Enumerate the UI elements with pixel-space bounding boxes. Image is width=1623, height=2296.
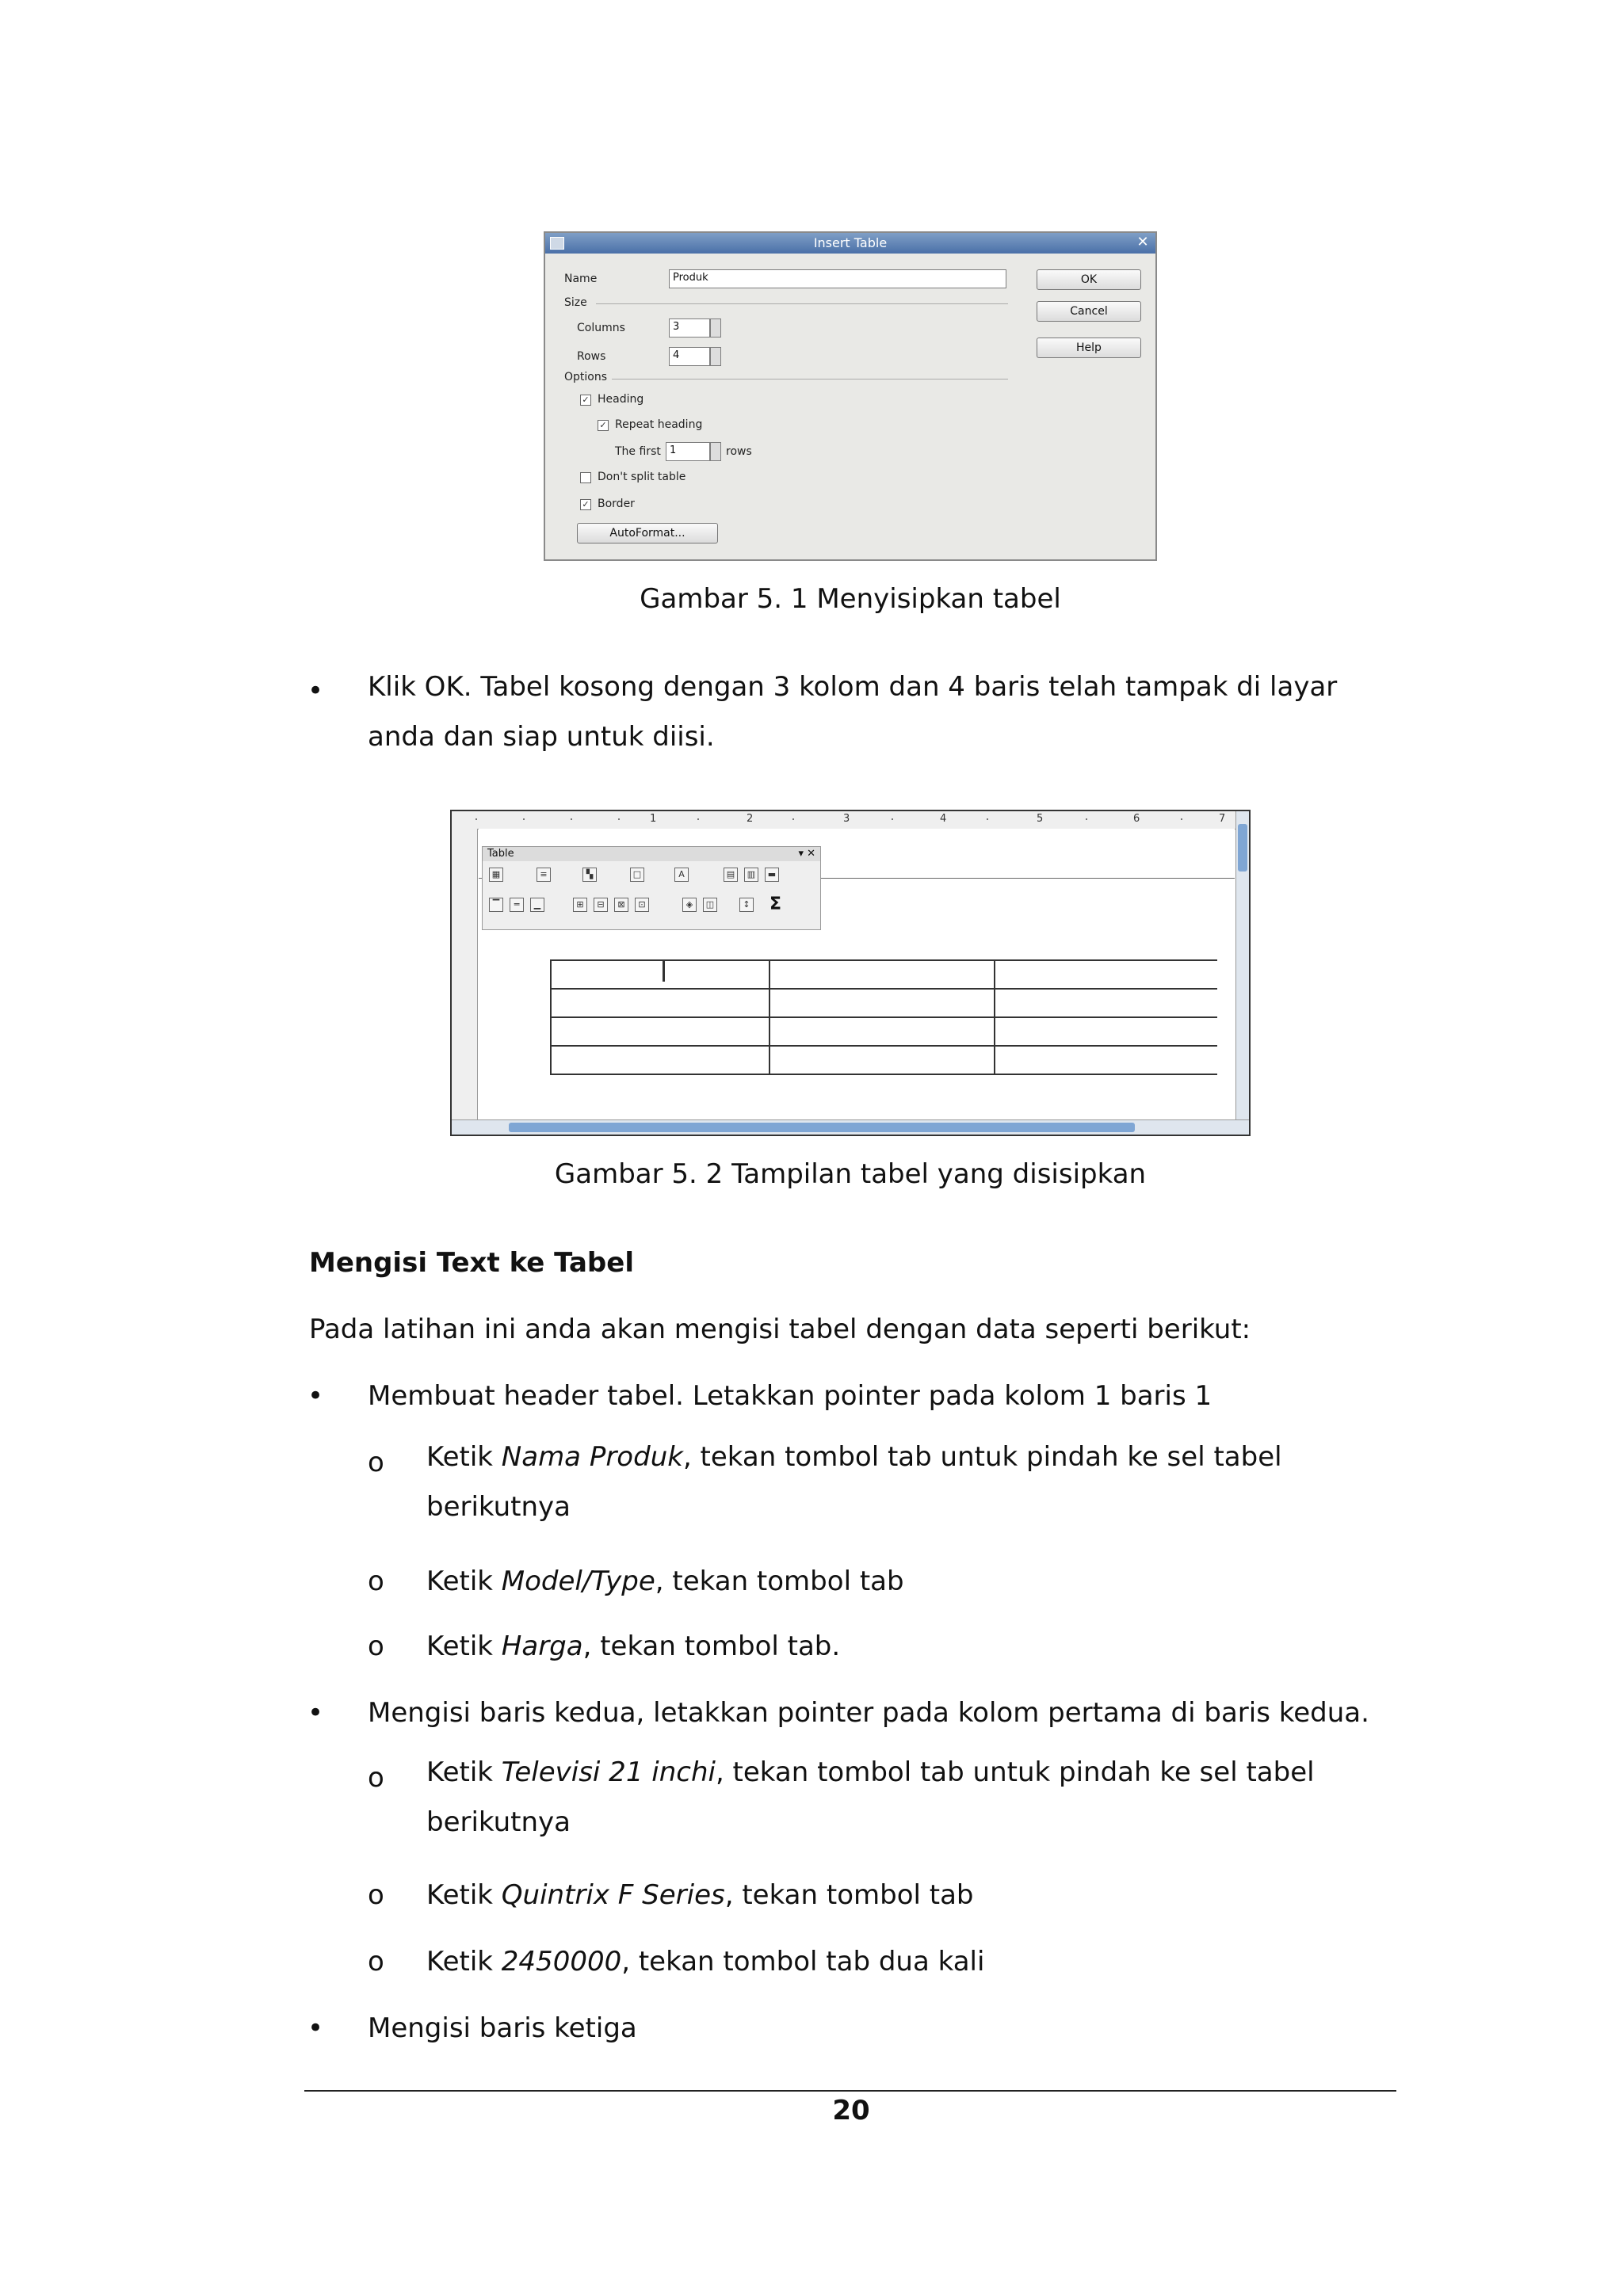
- ruler-tick: [987, 818, 988, 820]
- step-header-text: Membuat header tabel. Letakkan pointer pada kolom 1 baris 1: [368, 1380, 1212, 1412]
- repeat-heading-label: Repeat heading: [615, 418, 703, 431]
- table-row: [551, 989, 1217, 1017]
- table-cell[interactable]: [995, 989, 1217, 1017]
- bullet-2-marker: •: [307, 1380, 324, 1412]
- align-bottom-icon[interactable]: ▁: [530, 898, 544, 912]
- table-row: [551, 1017, 1217, 1046]
- ruler-tick: [792, 818, 794, 820]
- sub-bullet-marker: o: [368, 1566, 384, 1597]
- sub-bullet-marker: o: [368, 1630, 384, 1662]
- figure-caption-2: Gambar 5. 2 Tampilan tabel yang disisipkan: [554, 1158, 1147, 1190]
- ruler-tick: [1181, 818, 1182, 820]
- bullet-1-line-1: Klik OK. Tabel kosong dengan 3 kolom dan 4 baris telah tampak di layar: [368, 671, 1338, 703]
- table-cell[interactable]: [769, 989, 995, 1017]
- line-style-icon[interactable]: ≡: [537, 868, 551, 882]
- align-center-icon[interactable]: ═: [510, 898, 524, 912]
- the-first-label: The first: [615, 445, 661, 458]
- sub-text: Ketik: [426, 1879, 502, 1911]
- ruler-number: 3: [843, 813, 850, 825]
- footer-rule: [304, 2090, 1396, 2092]
- window-icon: [550, 237, 564, 250]
- step-row2-sub-2: [426, 1879, 974, 1911]
- ruler-tick: [697, 818, 699, 820]
- line-color-icon[interactable]: ▚: [582, 868, 597, 882]
- split-cells-icon[interactable]: ▥: [744, 868, 758, 882]
- help-button[interactable]: Help: [1037, 338, 1141, 358]
- section-heading: Mengisi Text ke Tabel: [309, 1247, 634, 1279]
- heading-label: Heading: [598, 393, 644, 406]
- rows-unit-label: rows: [726, 445, 752, 458]
- insert-table-dialog: [544, 231, 1157, 561]
- rows-field[interactable]: 4: [669, 347, 710, 366]
- ruler-tick: [1086, 818, 1087, 820]
- align-top-icon[interactable]: ▔: [489, 898, 503, 912]
- ruler-number: 1: [650, 813, 657, 825]
- table-cell[interactable]: [551, 960, 769, 989]
- toolbar-close-icon[interactable]: ▾ ✕: [798, 848, 815, 860]
- table-properties-icon[interactable]: ◫: [703, 898, 717, 912]
- sub-text: , tekan tombol tab: [724, 1879, 974, 1911]
- table-row: [551, 960, 1217, 989]
- step-header-sub-1: [426, 1432, 1392, 1532]
- sub-text-line-2: berikutnya: [426, 1806, 571, 1838]
- step-row2-sub-3: [426, 1946, 984, 1978]
- columns-spin-button[interactable]: [710, 318, 721, 338]
- horizontal-scroll-thumb[interactable]: [509, 1123, 1135, 1132]
- ruler-number: 5: [1037, 813, 1044, 825]
- sum-icon[interactable]: Σ: [769, 894, 782, 914]
- delete-row-icon[interactable]: ⊠: [614, 898, 628, 912]
- bullet-4-marker: •: [307, 2012, 324, 2044]
- inserted-table[interactable]: [550, 959, 1217, 1075]
- text-cursor: [663, 961, 665, 982]
- sub-text: Ketik: [426, 1946, 502, 1978]
- sub-bullet-marker: o: [368, 1946, 384, 1978]
- table-cell[interactable]: [769, 960, 995, 989]
- sub-text-italic: Televisi 21 inchi: [501, 1756, 716, 1788]
- bullet-3-marker: •: [307, 1697, 324, 1729]
- step-row3-text: Mengisi baris ketiga: [368, 2012, 637, 2044]
- sub-text: , tekan tombol tab.: [582, 1630, 841, 1662]
- delete-column-icon[interactable]: ⊡: [635, 898, 649, 912]
- intro-paragraph: Pada latihan ini anda akan mengisi tabel dengan data seperti berikut:: [309, 1314, 1251, 1345]
- background-color-icon[interactable]: A: [674, 868, 689, 882]
- the-first-spin-button[interactable]: [710, 442, 721, 461]
- sub-text: , tekan tombol tab untuk pindah ke sel tabel: [682, 1441, 1282, 1473]
- table-cell[interactable]: [769, 1017, 995, 1046]
- ruler-tick: [571, 818, 572, 820]
- the-first-field[interactable]: 1: [666, 442, 710, 461]
- ruler-tick: [475, 818, 477, 820]
- name-field[interactable]: Produk: [669, 269, 1006, 288]
- sub-text: Ketik: [426, 1630, 502, 1662]
- table-cell[interactable]: [769, 1046, 995, 1074]
- table-toolbar: [482, 846, 821, 930]
- dont-split-label: Don't split table: [598, 471, 686, 483]
- table-cell[interactable]: [551, 989, 769, 1017]
- ruler-number: 2: [747, 813, 754, 825]
- page-number: 20: [832, 2095, 870, 2126]
- vertical-scrollbar[interactable]: [1235, 811, 1249, 1120]
- sub-bullet-marker: o: [368, 1762, 384, 1794]
- insert-row-icon[interactable]: ⊞: [573, 898, 587, 912]
- sub-text: , tekan tombol tab dua kali: [621, 1946, 985, 1978]
- sub-text: Ketik: [426, 1566, 502, 1597]
- table-toolbar-title: [483, 847, 820, 861]
- ruler-tick: [618, 818, 620, 820]
- autoformat-button[interactable]: AutoFormat...: [577, 523, 718, 543]
- sub-text-italic: Harga: [501, 1630, 583, 1662]
- heading-checkbox[interactable]: ✓: [580, 395, 591, 406]
- borders-icon[interactable]: □: [630, 868, 644, 882]
- sub-text-italic: 2450000: [501, 1946, 622, 1978]
- step-row2-sub-1: [426, 1748, 1392, 1848]
- table-cell[interactable]: [995, 960, 1217, 989]
- bullet-1-marker: •: [307, 675, 324, 707]
- dont-split-checkbox[interactable]: [580, 472, 591, 483]
- border-label: Border: [598, 498, 635, 510]
- bullet-1-line-2: anda dan siap untuk diisi.: [368, 720, 715, 753]
- cancel-button[interactable]: Cancel: [1037, 301, 1141, 322]
- figure-caption-1: Gambar 5. 1 Menyisipkan tabel: [640, 583, 1061, 615]
- sort-icon[interactable]: ↕: [739, 898, 754, 912]
- size-separator: [596, 303, 1008, 304]
- size-section-label: Size: [564, 296, 587, 309]
- vertical-scroll-thumb[interactable]: [1238, 824, 1247, 871]
- horizontal-scrollbar[interactable]: [452, 1119, 1249, 1135]
- vertical-ruler: [452, 829, 478, 1120]
- step-header-sub-2: [426, 1566, 904, 1597]
- sub-text: , tekan tombol tab untuk pindah ke sel tabel: [715, 1756, 1315, 1788]
- table-cell[interactable]: [995, 1046, 1217, 1074]
- sub-text-italic: Nama Produk: [501, 1441, 683, 1473]
- autoformat-icon[interactable]: ◈: [682, 898, 697, 912]
- table-icon[interactable]: ▦: [489, 868, 503, 882]
- sub-bullet-marker: o: [368, 1879, 384, 1911]
- optimize-icon[interactable]: ▬: [765, 868, 779, 882]
- ruler-number: 7: [1219, 813, 1226, 825]
- dialog-titlebar: [545, 233, 1155, 254]
- rows-label: Rows: [577, 350, 606, 363]
- insert-column-icon[interactable]: ⊟: [594, 898, 608, 912]
- sub-text: Ketik: [426, 1756, 502, 1788]
- repeat-heading-checkbox[interactable]: ✓: [598, 420, 609, 431]
- sub-text-line-2: berikutnya: [426, 1490, 571, 1523]
- ruler-number: 6: [1133, 813, 1140, 825]
- options-section-label: Options: [564, 371, 608, 383]
- step-header-sub-3: [426, 1630, 840, 1662]
- sub-text-italic: Model/Type: [501, 1566, 655, 1597]
- sub-bullet-marker: o: [368, 1447, 384, 1478]
- columns-field[interactable]: 3: [669, 318, 710, 338]
- ruler-number: 4: [940, 813, 947, 825]
- ok-button[interactable]: OK: [1037, 269, 1141, 290]
- name-label: Name: [564, 273, 598, 285]
- table-cell[interactable]: [551, 1046, 769, 1074]
- table-row: [551, 1046, 1217, 1074]
- sub-text: Ketik: [426, 1441, 502, 1473]
- table-cell[interactable]: [995, 1017, 1217, 1046]
- merge-cells-icon[interactable]: ▤: [724, 868, 738, 882]
- table-cell[interactable]: [551, 1017, 769, 1046]
- sub-text-italic: Quintrix F Series: [501, 1879, 725, 1911]
- sub-text: , tekan tombol tab: [655, 1566, 904, 1597]
- border-checkbox[interactable]: ✓: [580, 499, 591, 510]
- horizontal-ruler: [452, 811, 1236, 830]
- rows-spin-button[interactable]: [710, 347, 721, 366]
- step-row2-text: Mengisi baris kedua, letakkan pointer pada kolom pertama di baris kedua.: [368, 1697, 1369, 1729]
- close-icon[interactable]: ✕: [1136, 234, 1149, 250]
- dialog-title: Insert Table: [813, 235, 888, 250]
- columns-label: Columns: [577, 322, 625, 334]
- bullet-1-text: [368, 662, 1392, 762]
- table-toolbar-title-text: Table: [487, 848, 514, 860]
- ruler-tick: [523, 818, 525, 820]
- ruler-tick: [892, 818, 893, 820]
